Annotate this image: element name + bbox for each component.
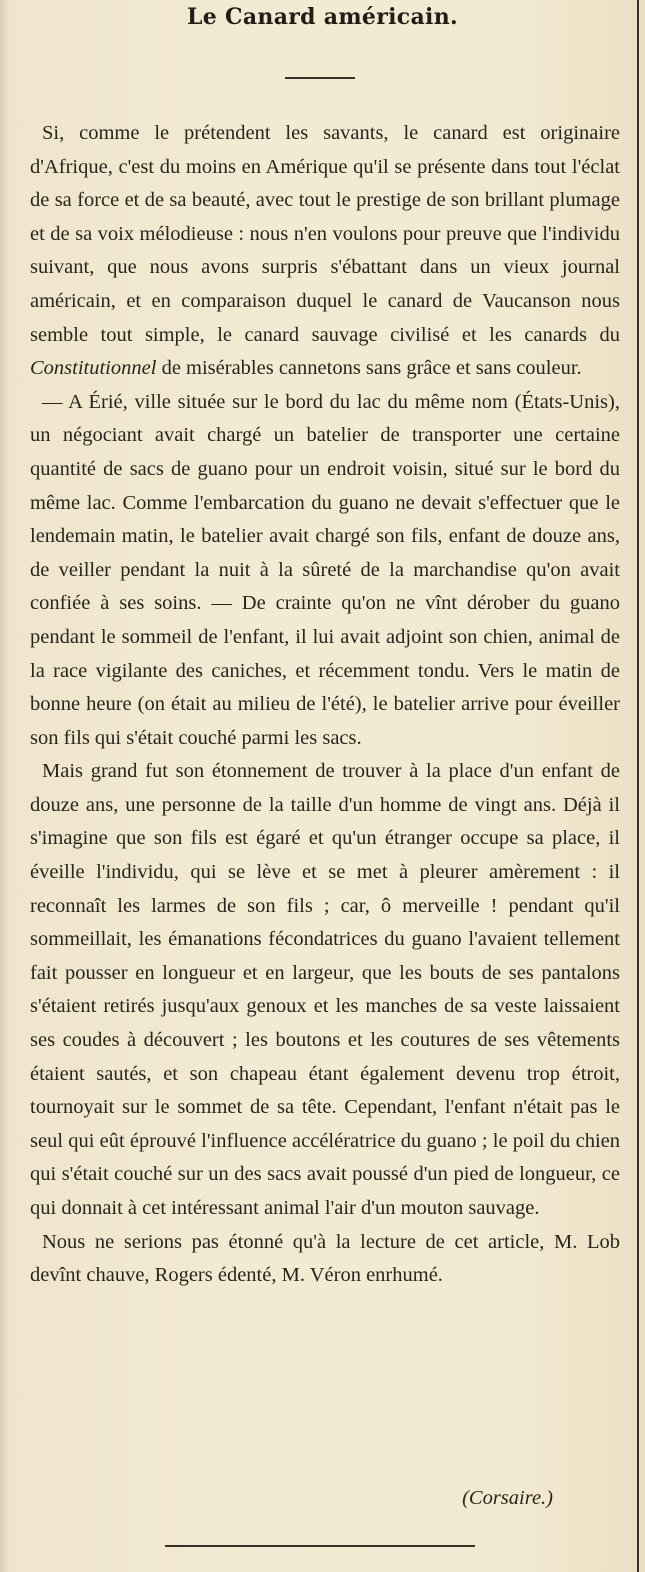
column-border (637, 0, 639, 1572)
article-source: (Corsaire.) (462, 1487, 553, 1509)
paragraph-1-end: de misérables cannetons sans grâce et sans couleur. (156, 357, 582, 380)
title-divider (285, 77, 355, 79)
newspaper-name: Constitutionnel (30, 357, 157, 380)
article-body (30, 117, 620, 1293)
paragraph-1 (30, 117, 620, 386)
page-edge-shadow (0, 0, 10, 1572)
article-title: Le Canard américain. (187, 4, 458, 30)
paragraph-1-text: Si, comme le prétendent les savants, le canard est originaire d'Afrique, c'est du moins en Amérique qu'il se présente dans tout l'éclat de sa force et de sa beauté, avec tout le prestige de son brillant plumage et de sa voix mélodieuse : nous n'en voulons pour preuve que l'individu suivant, que nous avons surpris s'ébattant dans un vieux journal américain, et en comparaison duquel le canard de Vaucanson nous semble tout simple, le canard sauvage civilisé et les canards du (30, 122, 620, 346)
paragraph-3: Mais grand fut son étonnement de trouver à la place d'un enfant de douze ans, une personne de la taille d'un homme de vingt ans. Déjà il s'imagine que son fils est égaré et qu'un étranger occupe sa place, il éveille l'individu, qui se lève et se met à pleurer amèrement : il reconnaît les larmes de son fils ; car, ô merveille ! pendant qu'il sommeillait, les émanations fécondatrices du guano l'avaient tellement fait pousser en longueur et en largeur, que les bouts de ses pantalons s'étaient retirés jusqu'aux genoux et les manches de sa veste laissaient ses coudes à découvert ; les boutons et les coutures de ses vêtements étaient sautés, et son chapeau étant également devenu trop étroit, tournoyait sur le sommet de sa tête. Cependant, l'enfant n'était pas le seul qui eût éprouvé l'influence accélératrice du guano ; le poil du chien qui s'était couché sur un des sacs avait poussé d'un pied de longueur, ce qui donnait à cet intéressant animal l'air d'un mouton sauvage. (30, 760, 620, 1219)
paragraph-2: — A Érié, ville située sur le bord du lac du même nom (États-Unis), un négociant avait chargé un batelier de transporter une certaine quantité de sacs de guano pour un endroit voisin, situé sur le bord du même lac. Comme l'embarcation du guano ne devait s'effectuer que le lendemain matin, le batelier avait chargé son fils, enfant de douze ans, de veiller pendant la nuit à la sûreté de la marchandise qu'on avait confiée à ses soins. — De crainte qu'on ne vînt dérober du guano pendant le sommeil de l'enfant, il lui avait adjoint son chien, animal de la race vigilante des caniches, et récemment tondu. Vers le matin de bonne heure (on était au milieu de l'été), le batelier arrive pour éveiller son fils qui s'était couché parmi les sacs. (30, 390, 620, 749)
paragraph-4: Nous ne serions pas étonné qu'à la lecture de cet article, M. Lob devînt chauve, Rogers édenté, M. Véron enrhumé. (30, 1230, 620, 1287)
article-end-divider (165, 1545, 475, 1547)
